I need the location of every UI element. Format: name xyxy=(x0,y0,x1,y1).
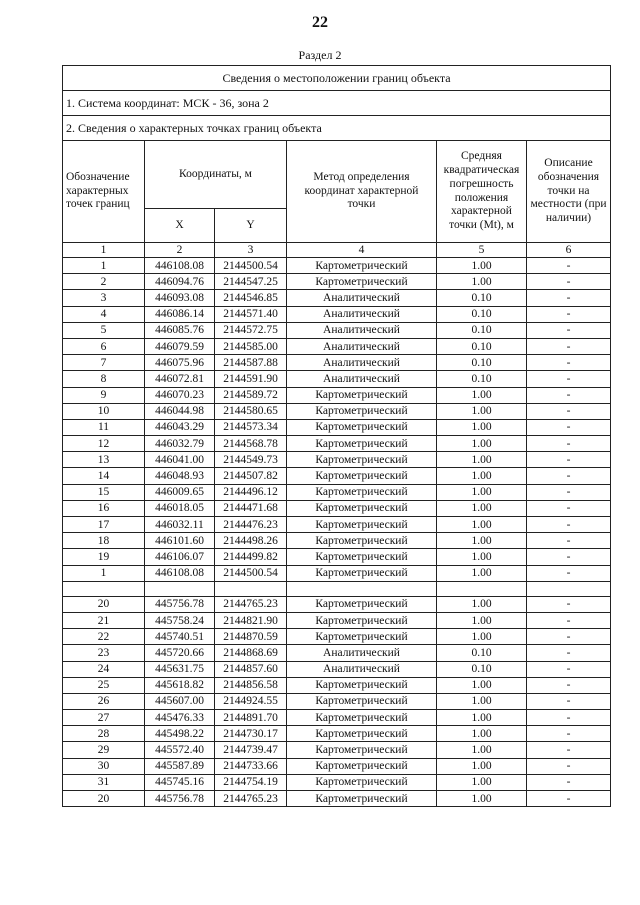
description-cell: - xyxy=(527,742,611,758)
method-cell: Картометрический xyxy=(287,274,437,290)
y-cell: 2144891.70 xyxy=(215,710,287,726)
error-cell: 0.10 xyxy=(437,338,527,354)
description-cell: - xyxy=(527,338,611,354)
y-cell: 2144572.75 xyxy=(215,322,287,338)
table-row xyxy=(63,500,611,516)
y-cell: 2144589.72 xyxy=(215,387,287,403)
point-number-cell: 13 xyxy=(63,452,145,468)
error-cell: 0.10 xyxy=(437,661,527,677)
error-cell: 1.00 xyxy=(437,419,527,435)
point-number-cell: 14 xyxy=(63,468,145,484)
x-cell: 446108.08 xyxy=(145,258,215,274)
x-cell: 445756.78 xyxy=(145,791,215,807)
table-row xyxy=(63,596,611,612)
table-row xyxy=(63,403,611,419)
x-cell: 446072.81 xyxy=(145,371,215,387)
y-cell: 2144868.69 xyxy=(215,645,287,661)
group1-rows xyxy=(63,258,611,582)
description-cell: - xyxy=(527,258,611,274)
error-cell: 1.00 xyxy=(437,468,527,484)
method-cell: Картометрический xyxy=(287,517,437,533)
table-row xyxy=(63,645,611,661)
description-cell: - xyxy=(527,726,611,742)
y-cell: 2144870.59 xyxy=(215,629,287,645)
x-cell: 445498.22 xyxy=(145,726,215,742)
error-cell: 0.10 xyxy=(437,371,527,387)
x-cell: 446043.29 xyxy=(145,419,215,435)
method-cell: Картометрический xyxy=(287,791,437,807)
description-cell: - xyxy=(527,500,611,516)
column-number: 1 xyxy=(63,243,145,258)
method-cell: Картометрический xyxy=(287,742,437,758)
x-cell: 445618.82 xyxy=(145,677,215,693)
error-cell: 1.00 xyxy=(437,484,527,500)
description-cell: - xyxy=(527,791,611,807)
method-cell: Картометрический xyxy=(287,596,437,612)
x-cell: 445740.51 xyxy=(145,629,215,645)
x-cell: 446009.65 xyxy=(145,484,215,500)
column-number: 2 xyxy=(145,243,215,258)
point-number-cell: 8 xyxy=(63,371,145,387)
x-cell: 446041.00 xyxy=(145,452,215,468)
x-cell: 445745.16 xyxy=(145,774,215,790)
method-cell: Аналитический xyxy=(287,306,437,322)
error-cell: 0.10 xyxy=(437,645,527,661)
description-cell: - xyxy=(527,290,611,306)
table-row xyxy=(63,468,611,484)
x-cell: 446075.96 xyxy=(145,355,215,371)
point-number-cell: 1 xyxy=(63,258,145,274)
method-cell: Картометрический xyxy=(287,710,437,726)
header-error: Средняя квадратическая погрешность положения характерной точки (Mt), м xyxy=(437,141,527,243)
table-row xyxy=(63,371,611,387)
method-cell: Картометрический xyxy=(287,500,437,516)
point-number-cell: 11 xyxy=(63,419,145,435)
error-cell: 1.00 xyxy=(437,258,527,274)
x-cell: 446032.79 xyxy=(145,436,215,452)
error-cell: 1.00 xyxy=(437,436,527,452)
table-row xyxy=(63,742,611,758)
point-number-cell: 16 xyxy=(63,500,145,516)
point-number-cell: 6 xyxy=(63,338,145,354)
y-cell: 2144580.65 xyxy=(215,403,287,419)
error-cell: 1.00 xyxy=(437,517,527,533)
y-cell: 2144765.23 xyxy=(215,596,287,612)
description-cell: - xyxy=(527,274,611,290)
method-cell: Картометрический xyxy=(287,693,437,709)
table-row xyxy=(63,629,611,645)
description-cell: - xyxy=(527,452,611,468)
point-number-cell: 29 xyxy=(63,742,145,758)
error-cell: 0.10 xyxy=(437,290,527,306)
column-number: 6 xyxy=(527,243,611,258)
description-cell: - xyxy=(527,645,611,661)
x-cell: 445476.33 xyxy=(145,710,215,726)
y-cell: 2144546.85 xyxy=(215,290,287,306)
column-number: 4 xyxy=(287,243,437,258)
point-number-cell: 19 xyxy=(63,549,145,565)
point-number-cell: 24 xyxy=(63,661,145,677)
point-number-cell: 9 xyxy=(63,387,145,403)
y-cell: 2144591.90 xyxy=(215,371,287,387)
table-row xyxy=(63,419,611,435)
point-number-cell: 28 xyxy=(63,726,145,742)
description-cell: - xyxy=(527,355,611,371)
description-cell: - xyxy=(527,565,611,581)
point-number-cell: 20 xyxy=(63,791,145,807)
error-cell: 1.00 xyxy=(437,742,527,758)
y-cell: 2144549.73 xyxy=(215,452,287,468)
point-number-cell: 4 xyxy=(63,306,145,322)
error-cell: 1.00 xyxy=(437,565,527,581)
error-cell: 1.00 xyxy=(437,791,527,807)
y-cell: 2144500.54 xyxy=(215,565,287,581)
method-cell: Картометрический xyxy=(287,758,437,774)
y-cell: 2144499.82 xyxy=(215,549,287,565)
table-row xyxy=(63,387,611,403)
x-cell: 446093.08 xyxy=(145,290,215,306)
method-cell: Аналитический xyxy=(287,371,437,387)
method-cell: Картометрический xyxy=(287,258,437,274)
coordinate-system-line: 1. Система координат: МСК - 36, зона 2 xyxy=(63,91,611,116)
table-row xyxy=(63,436,611,452)
point-number-cell: 2 xyxy=(63,274,145,290)
header-y: Y xyxy=(215,209,287,243)
x-cell: 446106.07 xyxy=(145,549,215,565)
x-cell: 446086.14 xyxy=(145,306,215,322)
point-number-cell: 1 xyxy=(63,565,145,581)
table-row xyxy=(63,484,611,500)
table-row xyxy=(63,533,611,549)
method-cell: Картометрический xyxy=(287,419,437,435)
y-cell: 2144585.00 xyxy=(215,338,287,354)
error-cell: 0.10 xyxy=(437,355,527,371)
y-cell: 2144498.26 xyxy=(215,533,287,549)
y-cell: 2144507.82 xyxy=(215,468,287,484)
error-cell: 1.00 xyxy=(437,629,527,645)
method-cell: Картометрический xyxy=(287,677,437,693)
y-cell: 2144857.60 xyxy=(215,661,287,677)
method-cell: Аналитический xyxy=(287,645,437,661)
method-cell: Картометрический xyxy=(287,533,437,549)
y-cell: 2144765.23 xyxy=(215,791,287,807)
table-row xyxy=(63,322,611,338)
description-cell: - xyxy=(527,596,611,612)
y-cell: 2144739.47 xyxy=(215,742,287,758)
y-cell: 2144754.19 xyxy=(215,774,287,790)
description-cell: - xyxy=(527,306,611,322)
table-row xyxy=(63,661,611,677)
description-cell: - xyxy=(527,468,611,484)
x-cell: 446101.60 xyxy=(145,533,215,549)
error-cell: 1.00 xyxy=(437,274,527,290)
description-cell: - xyxy=(527,484,611,500)
x-cell: 446108.08 xyxy=(145,565,215,581)
error-cell: 1.00 xyxy=(437,387,527,403)
y-cell: 2144547.25 xyxy=(215,274,287,290)
x-cell: 446032.11 xyxy=(145,517,215,533)
header-coordinates: Координаты, м xyxy=(145,141,287,209)
method-cell: Картометрический xyxy=(287,387,437,403)
description-cell: - xyxy=(527,517,611,533)
method-cell: Картометрический xyxy=(287,403,437,419)
method-cell: Картометрический xyxy=(287,468,437,484)
x-cell: 446070.23 xyxy=(145,387,215,403)
y-cell: 2144821.90 xyxy=(215,612,287,628)
point-number-cell: 5 xyxy=(63,322,145,338)
points-section-line: 2. Сведения о характерных точках границ объекта xyxy=(63,116,611,141)
table-row xyxy=(63,290,611,306)
group-separator xyxy=(63,581,611,596)
y-cell: 2144571.40 xyxy=(215,306,287,322)
x-cell: 446018.05 xyxy=(145,500,215,516)
table-title: Сведения о местоположении границ объекта xyxy=(63,66,611,91)
x-cell: 445572.40 xyxy=(145,742,215,758)
error-cell: 1.00 xyxy=(437,549,527,565)
method-cell: Аналитический xyxy=(287,661,437,677)
table-row xyxy=(63,774,611,790)
method-cell: Картометрический xyxy=(287,436,437,452)
method-cell: Картометрический xyxy=(287,549,437,565)
point-number-cell: 20 xyxy=(63,596,145,612)
description-cell: - xyxy=(527,661,611,677)
x-cell: 446048.93 xyxy=(145,468,215,484)
description-cell: - xyxy=(527,403,611,419)
x-cell: 445758.24 xyxy=(145,612,215,628)
y-cell: 2144476.23 xyxy=(215,517,287,533)
y-cell: 2144587.88 xyxy=(215,355,287,371)
point-number-cell: 25 xyxy=(63,677,145,693)
point-number-cell: 7 xyxy=(63,355,145,371)
group2-rows xyxy=(63,596,611,806)
point-number-cell: 10 xyxy=(63,403,145,419)
boundary-points-table xyxy=(62,65,611,807)
point-number-cell: 31 xyxy=(63,774,145,790)
y-cell: 2144500.54 xyxy=(215,258,287,274)
error-cell: 1.00 xyxy=(437,710,527,726)
x-cell: 446044.98 xyxy=(145,403,215,419)
description-cell: - xyxy=(527,758,611,774)
error-cell: 1.00 xyxy=(437,726,527,742)
table-row xyxy=(63,274,611,290)
y-cell: 2144568.78 xyxy=(215,436,287,452)
description-cell: - xyxy=(527,419,611,435)
table-row xyxy=(63,612,611,628)
error-cell: 1.00 xyxy=(437,500,527,516)
column-number-row xyxy=(63,243,611,258)
y-cell: 2144471.68 xyxy=(215,500,287,516)
description-cell: - xyxy=(527,710,611,726)
method-cell: Аналитический xyxy=(287,355,437,371)
x-cell: 446079.59 xyxy=(145,338,215,354)
point-number-cell: 17 xyxy=(63,517,145,533)
error-cell: 1.00 xyxy=(437,452,527,468)
y-cell: 2144730.17 xyxy=(215,726,287,742)
point-number-cell: 26 xyxy=(63,693,145,709)
x-cell: 445756.78 xyxy=(145,596,215,612)
method-cell: Аналитический xyxy=(287,338,437,354)
description-cell: - xyxy=(527,774,611,790)
x-cell: 445720.66 xyxy=(145,645,215,661)
table-row xyxy=(63,726,611,742)
table-row xyxy=(63,355,611,371)
page-number: 22 xyxy=(312,14,328,31)
table-row xyxy=(63,338,611,354)
y-cell: 2144496.12 xyxy=(215,484,287,500)
x-cell: 445607.00 xyxy=(145,693,215,709)
description-cell: - xyxy=(527,629,611,645)
y-cell: 2144733.66 xyxy=(215,758,287,774)
point-number-cell: 27 xyxy=(63,710,145,726)
column-number: 3 xyxy=(215,243,287,258)
header-description: Описание обозначения точки на местности (при наличии) xyxy=(527,141,611,243)
section-label: Раздел 2 xyxy=(298,48,342,62)
method-cell: Картометрический xyxy=(287,484,437,500)
description-cell: - xyxy=(527,371,611,387)
point-number-cell: 12 xyxy=(63,436,145,452)
table-row xyxy=(63,791,611,807)
table-row xyxy=(63,710,611,726)
error-cell: 1.00 xyxy=(437,693,527,709)
x-cell: 446085.76 xyxy=(145,322,215,338)
method-cell: Аналитический xyxy=(287,322,437,338)
error-cell: 1.00 xyxy=(437,774,527,790)
error-cell: 1.00 xyxy=(437,533,527,549)
table-row xyxy=(63,549,611,565)
table-row xyxy=(63,758,611,774)
point-number-cell: 23 xyxy=(63,645,145,661)
point-number-cell: 30 xyxy=(63,758,145,774)
x-cell: 446094.76 xyxy=(145,274,215,290)
description-cell: - xyxy=(527,387,611,403)
error-cell: 1.00 xyxy=(437,677,527,693)
error-cell: 1.00 xyxy=(437,403,527,419)
method-cell: Картометрический xyxy=(287,774,437,790)
description-cell: - xyxy=(527,677,611,693)
error-cell: 1.00 xyxy=(437,758,527,774)
description-cell: - xyxy=(527,322,611,338)
column-number: 5 xyxy=(437,243,527,258)
method-cell: Картометрический xyxy=(287,726,437,742)
description-cell: - xyxy=(527,612,611,628)
table-row xyxy=(63,693,611,709)
y-cell: 2144856.58 xyxy=(215,677,287,693)
point-number-cell: 15 xyxy=(63,484,145,500)
separator-row xyxy=(63,581,611,596)
method-cell: Аналитический xyxy=(287,290,437,306)
description-cell: - xyxy=(527,693,611,709)
y-cell: 2144573.34 xyxy=(215,419,287,435)
error-cell: 0.10 xyxy=(437,322,527,338)
point-number-cell: 18 xyxy=(63,533,145,549)
table-row xyxy=(63,306,611,322)
description-cell: - xyxy=(527,436,611,452)
point-number-cell: 3 xyxy=(63,290,145,306)
table-row xyxy=(63,517,611,533)
description-cell: - xyxy=(527,549,611,565)
table-row xyxy=(63,677,611,693)
x-cell: 445587.89 xyxy=(145,758,215,774)
table-row xyxy=(63,452,611,468)
description-cell: - xyxy=(527,533,611,549)
method-cell: Картометрический xyxy=(287,452,437,468)
header-x: X xyxy=(145,209,215,243)
method-cell: Картометрический xyxy=(287,565,437,581)
header-method: Метод определения координат характерной точки xyxy=(287,141,437,243)
table-row xyxy=(63,565,611,581)
y-cell: 2144924.55 xyxy=(215,693,287,709)
point-number-cell: 22 xyxy=(63,629,145,645)
header-designation: Обозначение характерных точек границ xyxy=(63,141,145,243)
x-cell: 445631.75 xyxy=(145,661,215,677)
point-number-cell: 21 xyxy=(63,612,145,628)
table-row xyxy=(63,258,611,274)
error-cell: 1.00 xyxy=(437,596,527,612)
error-cell: 0.10 xyxy=(437,306,527,322)
method-cell: Картометрический xyxy=(287,612,437,628)
error-cell: 1.00 xyxy=(437,612,527,628)
method-cell: Картометрический xyxy=(287,629,437,645)
